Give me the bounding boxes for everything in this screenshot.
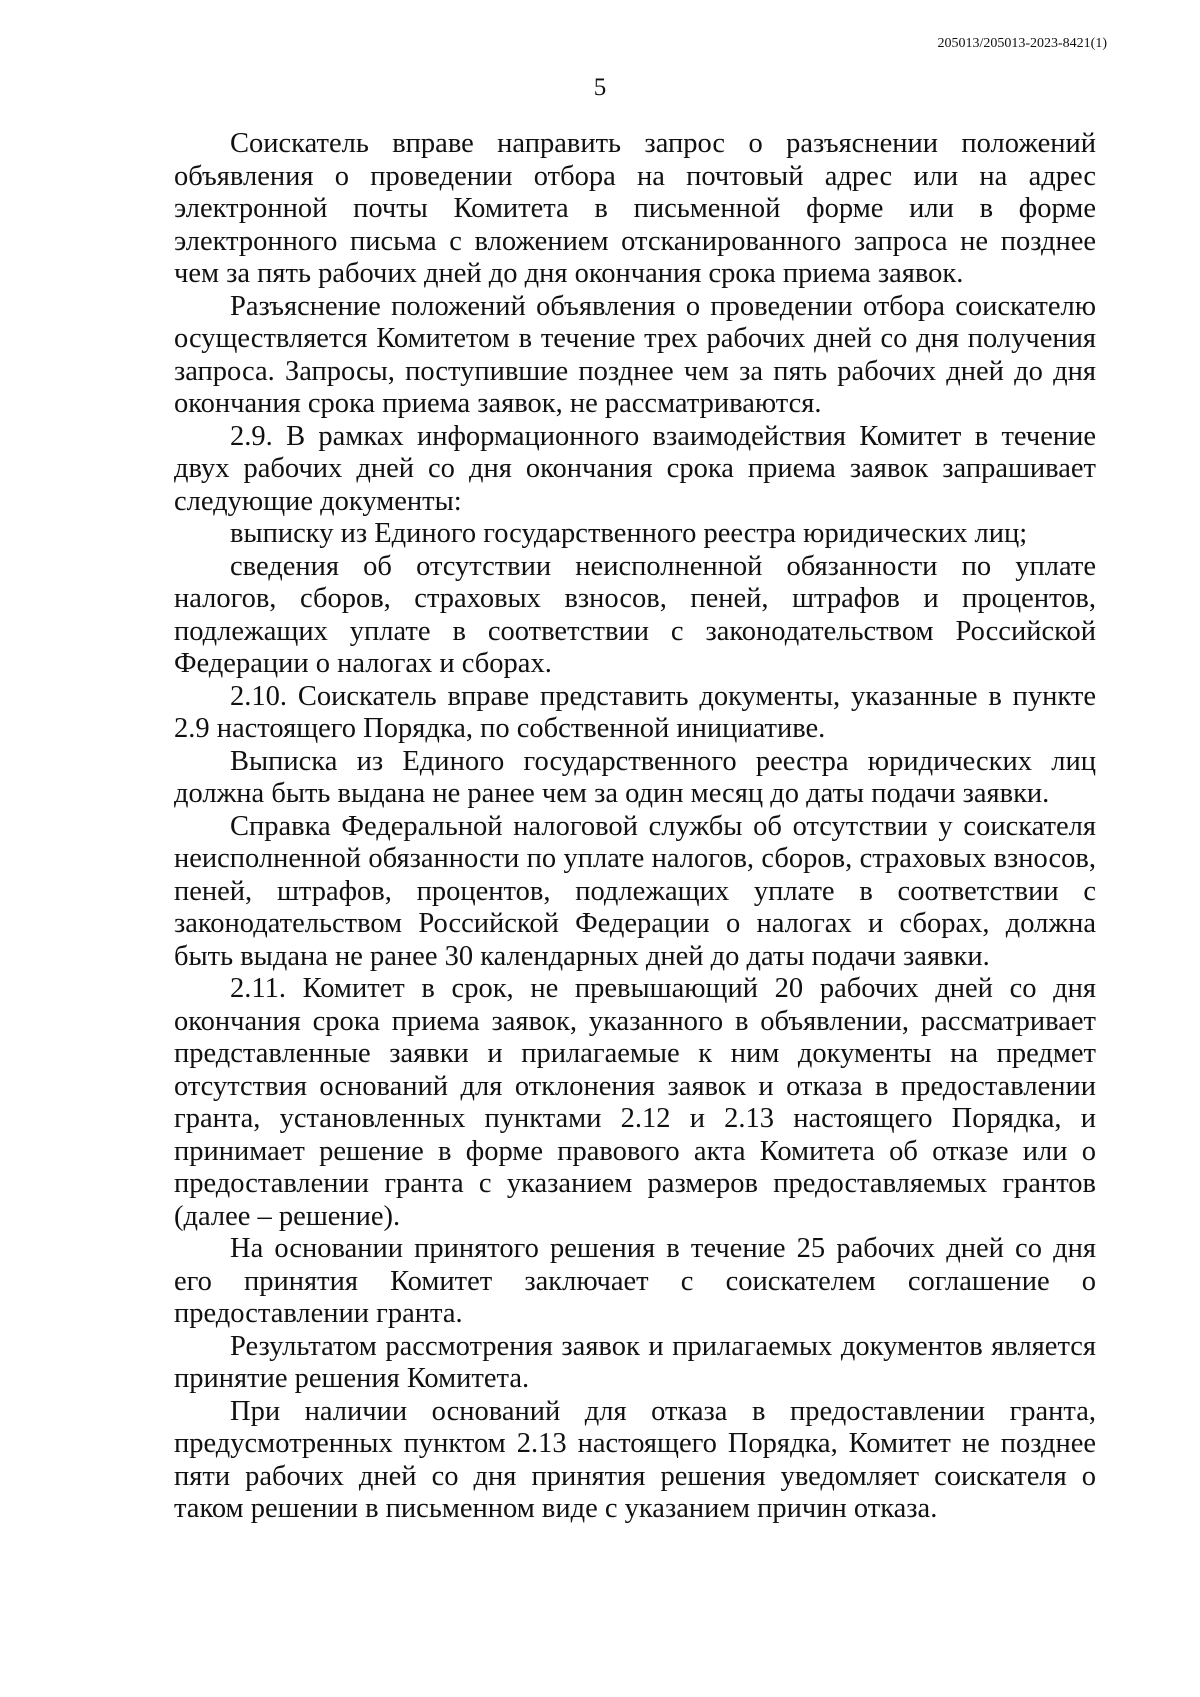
page-number: 5 (593, 74, 607, 101)
paragraph-tax-info: сведения об отсутствии неисполненной обязанности по уплате налогов, сборов, страховых взносов, пеней, штрафов и процентов, подлежащих уплате в соответствии с законодательством Российской Федерации о налогах и сборах. (174, 550, 1096, 679)
paragraph-extract-validity: Выписка из Единого государственного реестра юридических лиц должна быть выдана не ранее чем за один месяц до даты подачи заявки. (174, 745, 1096, 809)
document-id: 205013/205013-2023-8421(1) (937, 36, 1107, 51)
paragraph-registry-extract: выписку из Единого государственного реестра юридических лиц; (230, 518, 1028, 549)
paragraph-2-11: 2.11. Комитет в срок, не превышающий 20 рабочих дней со дня окончания срока приема заявок, указанного в объявлении, рассматривает представленные заявки и прилагаемые к ним документы на предмет отсутствия оснований для отклонения заявок и отказа в предоставлении гранта, установленных пунктами 2.12 и 2.13 настоящего Порядка, и принимает решение в форме правового акта Комитета об отказе или о предоставлении гранта с указанием размеров предоставляемых грантов (далее – решение). (174, 973, 1096, 1232)
document-body (174, 128, 1096, 1526)
paragraph-clarification-response: Разъяснение положений объявления о проведении отбора соискателю осуществляется Комитетом в течение трех рабочих дней со дня получения запроса. Запросы, поступившие позднее чем за пять рабочих дней до дня окончания срока приема заявок, не рассматриваются. (174, 290, 1096, 419)
paragraph-2-10: 2.10. Соискатель вправе представить документы, указанные в пункте 2.9 настоящего Порядка, по собственной инициативе. (174, 680, 1096, 744)
paragraph-2-9: 2.9. В рамках информационного взаимодействия Комитет в течение двух рабочих дней со дня окончания срока приема заявок запрашивает следующие документы: (174, 420, 1096, 517)
paragraph-tax-certificate: Справка Федеральной налоговой службы об отсутствии у соискателя неисполненной обязанности по уплате налогов, сборов, страховых взносов, пеней, штрафов, процентов, подлежащих уплате в соответствии с законодательством Российской Федерации о налогах и сборах, должна быть выдана не ранее 30 календарных дней до даты подачи заявки. (174, 810, 1096, 972)
paragraph-agreement: На основании принятого решения в течение 25 рабочих дней со дня его принятия Комитет заключает с соискателем соглашение о предоставлении гранта. (174, 1233, 1096, 1329)
paragraph-clarification-request: Соискатель вправе направить запрос о разъяснении положений объявления о проведении отбора на почтовый адрес или на адрес электронной почты Комитета в письменной форме или в форме электронного письма с вложением отсканированного запроса не позднее чем за пять рабочих дней до дня окончания срока приема заявок. (174, 128, 1096, 289)
paragraph-result: Результатом рассмотрения заявок и прилагаемых документов является принятие решения Комитета. (174, 1330, 1096, 1394)
paragraph-refusal-notice: При наличии оснований для отказа в предоставлении гранта, предусмотренных пунктом 2.13 настоящего Порядка, Комитет не позднее пяти рабочих дней со дня принятия решения уведомляет соискателя о таком решении в письменном виде с указанием причин отказа. (174, 1395, 1096, 1524)
